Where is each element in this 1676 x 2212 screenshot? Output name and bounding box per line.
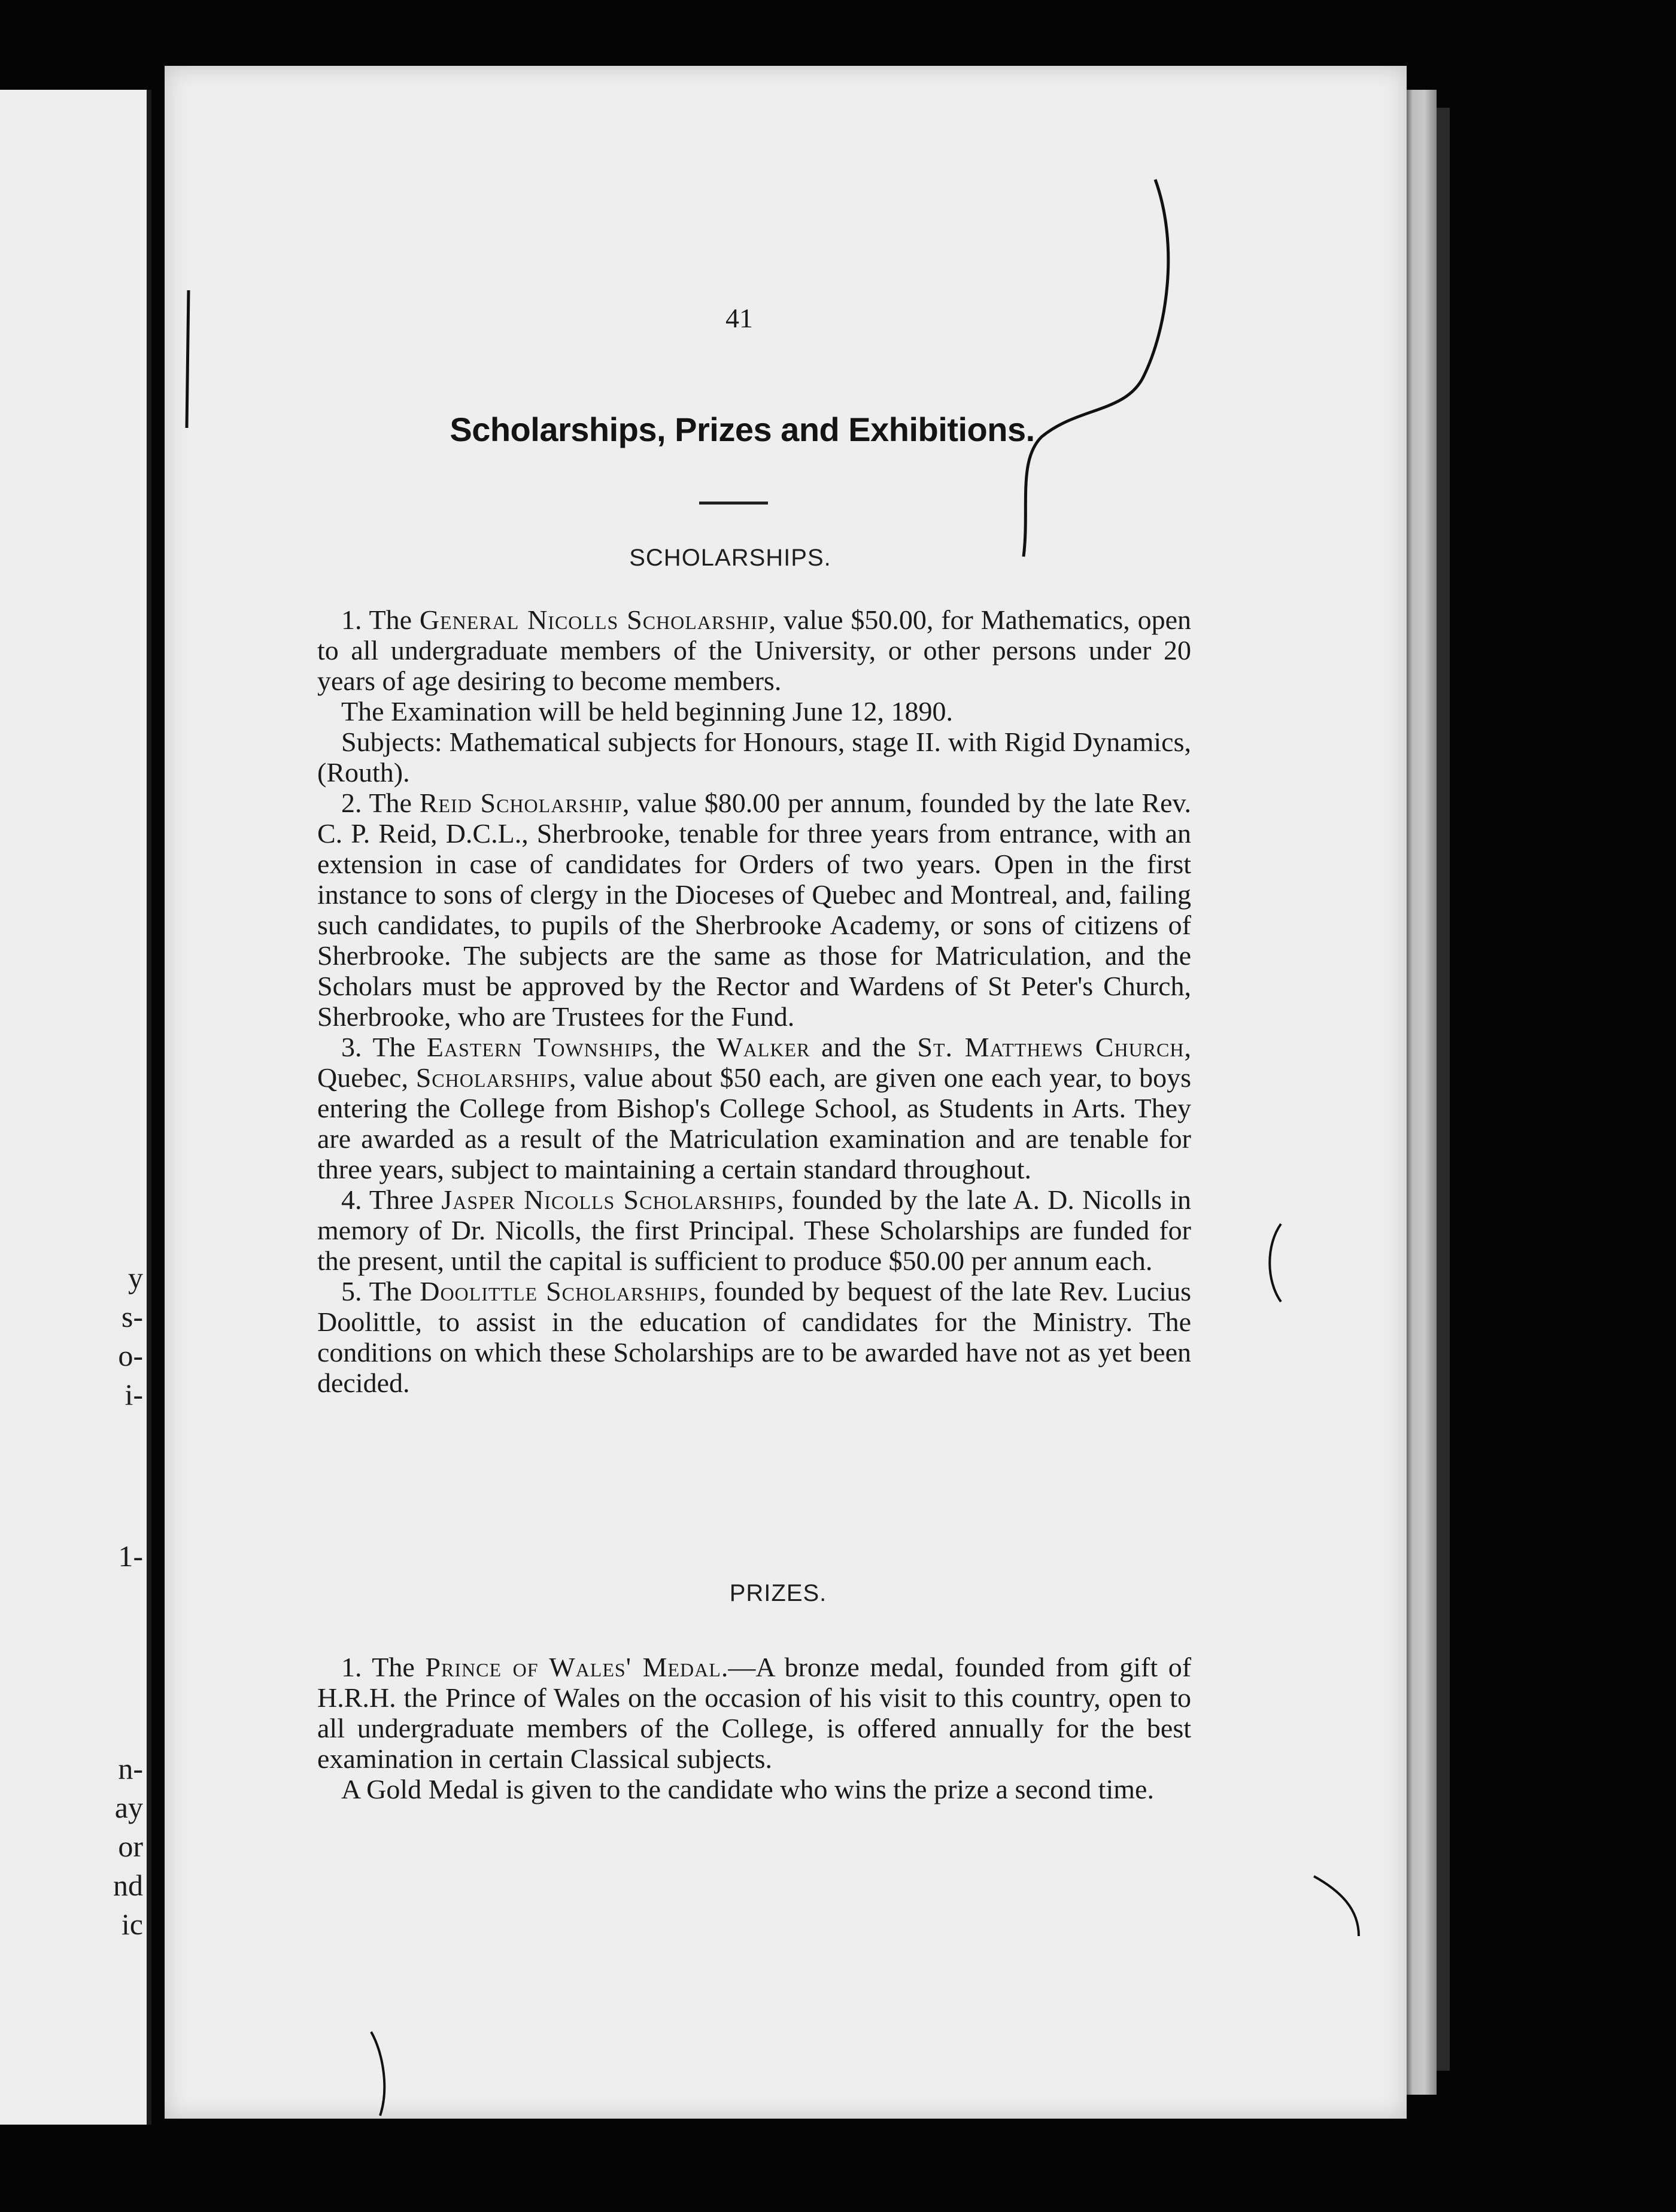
fragment-line: nd — [113, 1868, 143, 1902]
item-text: , Quebec, — [317, 1032, 1192, 1093]
scholarship-name: Eastern Townships — [426, 1032, 654, 1062]
item-text: , founded by the late A. D. Nicolls in memory of Dr. Nicolls, the first Principal. These Scholarships are funded for the present, until the capital is sufficient to produce $50.00 per annum each. — [317, 1184, 1192, 1276]
item-text: , value $50.00, for Mathematics, open to all undergraduate members of the University, or other persons under 20 years of age desiring to become members. — [317, 604, 1191, 696]
item-lead: 3. The — [341, 1032, 427, 1062]
page-title: Scholarships, Prizes and Exhibitions. — [450, 411, 1035, 448]
scholarship-item — [317, 1032, 1191, 1184]
fragment-line: s- — [121, 1300, 143, 1333]
scholarship-name: Reid Scholarship — [419, 788, 623, 818]
fragment-line: y — [128, 1261, 143, 1295]
item-text: and the — [810, 1032, 918, 1062]
scan-hair-mark — [1311, 1873, 1365, 1939]
book-cover-edge — [1437, 108, 1450, 2071]
item-lead: 1. The — [341, 1652, 426, 1682]
previous-page-fragment — [0, 90, 151, 2125]
prizes-section — [317, 1652, 1191, 1804]
item-text: .—A bronze medal, founded from gift of H.R.H. the Prince of Wales on the occasion of his visit to this country, open to all undergraduate members of the College, is offered annually for the best examination in certain Classical subjects. — [317, 1652, 1192, 1774]
fragment-line: ay — [114, 1791, 143, 1824]
fragment-line: o- — [118, 1339, 143, 1372]
scholarship-name: Scholarships — [415, 1062, 570, 1093]
fragment-line: ic — [121, 1907, 143, 1941]
scan-hair-mark — [353, 2029, 389, 2119]
scholarship-name: St. Matthews Church — [917, 1032, 1185, 1062]
item-lead: 5. The — [341, 1276, 420, 1306]
scholarship-item — [317, 1184, 1191, 1276]
subjects-note: Subjects: Mathematical subjects for Honours, stage II. with Rigid Dynamics, (Routh). — [317, 727, 1191, 788]
prize-item — [317, 1652, 1191, 1774]
fragment-line: n- — [118, 1752, 143, 1785]
scholarship-name: Jasper Nicolls Scholarships — [441, 1184, 777, 1215]
prize-name: Prince of Wales' Medal — [425, 1652, 721, 1682]
fragment-line: 1- — [118, 1539, 143, 1573]
item-text: , the — [653, 1032, 717, 1062]
scholarship-item — [317, 1276, 1191, 1398]
item-lead: 1. The — [341, 604, 420, 635]
fragment-line: i- — [125, 1378, 143, 1411]
title-rule — [699, 502, 768, 505]
fragment-line: or — [118, 1830, 143, 1863]
gold-medal-note: A Gold Medal is given to the candidate who wins the prize a second time. — [341, 1774, 1154, 1804]
scholarship-name: Doolittle Scholarships — [420, 1276, 700, 1306]
scholarships-section — [317, 604, 1191, 1398]
item-text: , value $80.00 per annum, founded by the late Rev. C. P. Reid, D.C.L., Sherbrooke, tenable for three years from entrance, with an extension in case of candidates for Orders of two years. Open in the first instance to sons of clergy in the Dioceses of Quebec and Montreal, and, failing such candidates, to pupils of the Sherbrooke Academy, or sons of citizens of Sherbrooke. The subjects are the same as those for Matriculation, and the Scholars must be approved by the Rector and Wardens of St Peter's Church, Sherbrooke, who are Trustees for the Fund. — [317, 788, 1192, 1032]
scan-hair-mark — [1006, 174, 1197, 569]
examination-date: The Examination will be held beginning June 12, 1890. — [341, 696, 954, 727]
scan-hair-mark — [180, 287, 198, 431]
prizes-heading: PRIZES. — [729, 1580, 827, 1606]
item-text: , founded by bequest of the late Rev. Lucius Doolittle, to assist in the education of candidates for the Ministry. The conditions on which these Scholarships are to be awarded have not as yet been decided. — [317, 1276, 1191, 1398]
scholarship-name: General Nicolls Scholarship — [419, 604, 769, 635]
scholarship-item — [317, 788, 1191, 1032]
scan-hair-mark — [1263, 1221, 1287, 1305]
scholarship-name: Walker — [716, 1032, 810, 1062]
item-text: , value about $50 each, are given one each year, to boys entering the College from Bishop's College School, as Students in Arts. They are awarded as a result of the Matriculation examination and are tenable for three years, subject to maintaining a certain standard throughout. — [317, 1062, 1191, 1184]
scholarship-item — [317, 604, 1191, 696]
item-lead: 4. Three — [341, 1184, 442, 1215]
item-lead: 2. The — [341, 788, 420, 818]
page-number: 41 — [725, 303, 753, 333]
scholarships-heading: SCHOLARSHIPS. — [629, 545, 831, 571]
